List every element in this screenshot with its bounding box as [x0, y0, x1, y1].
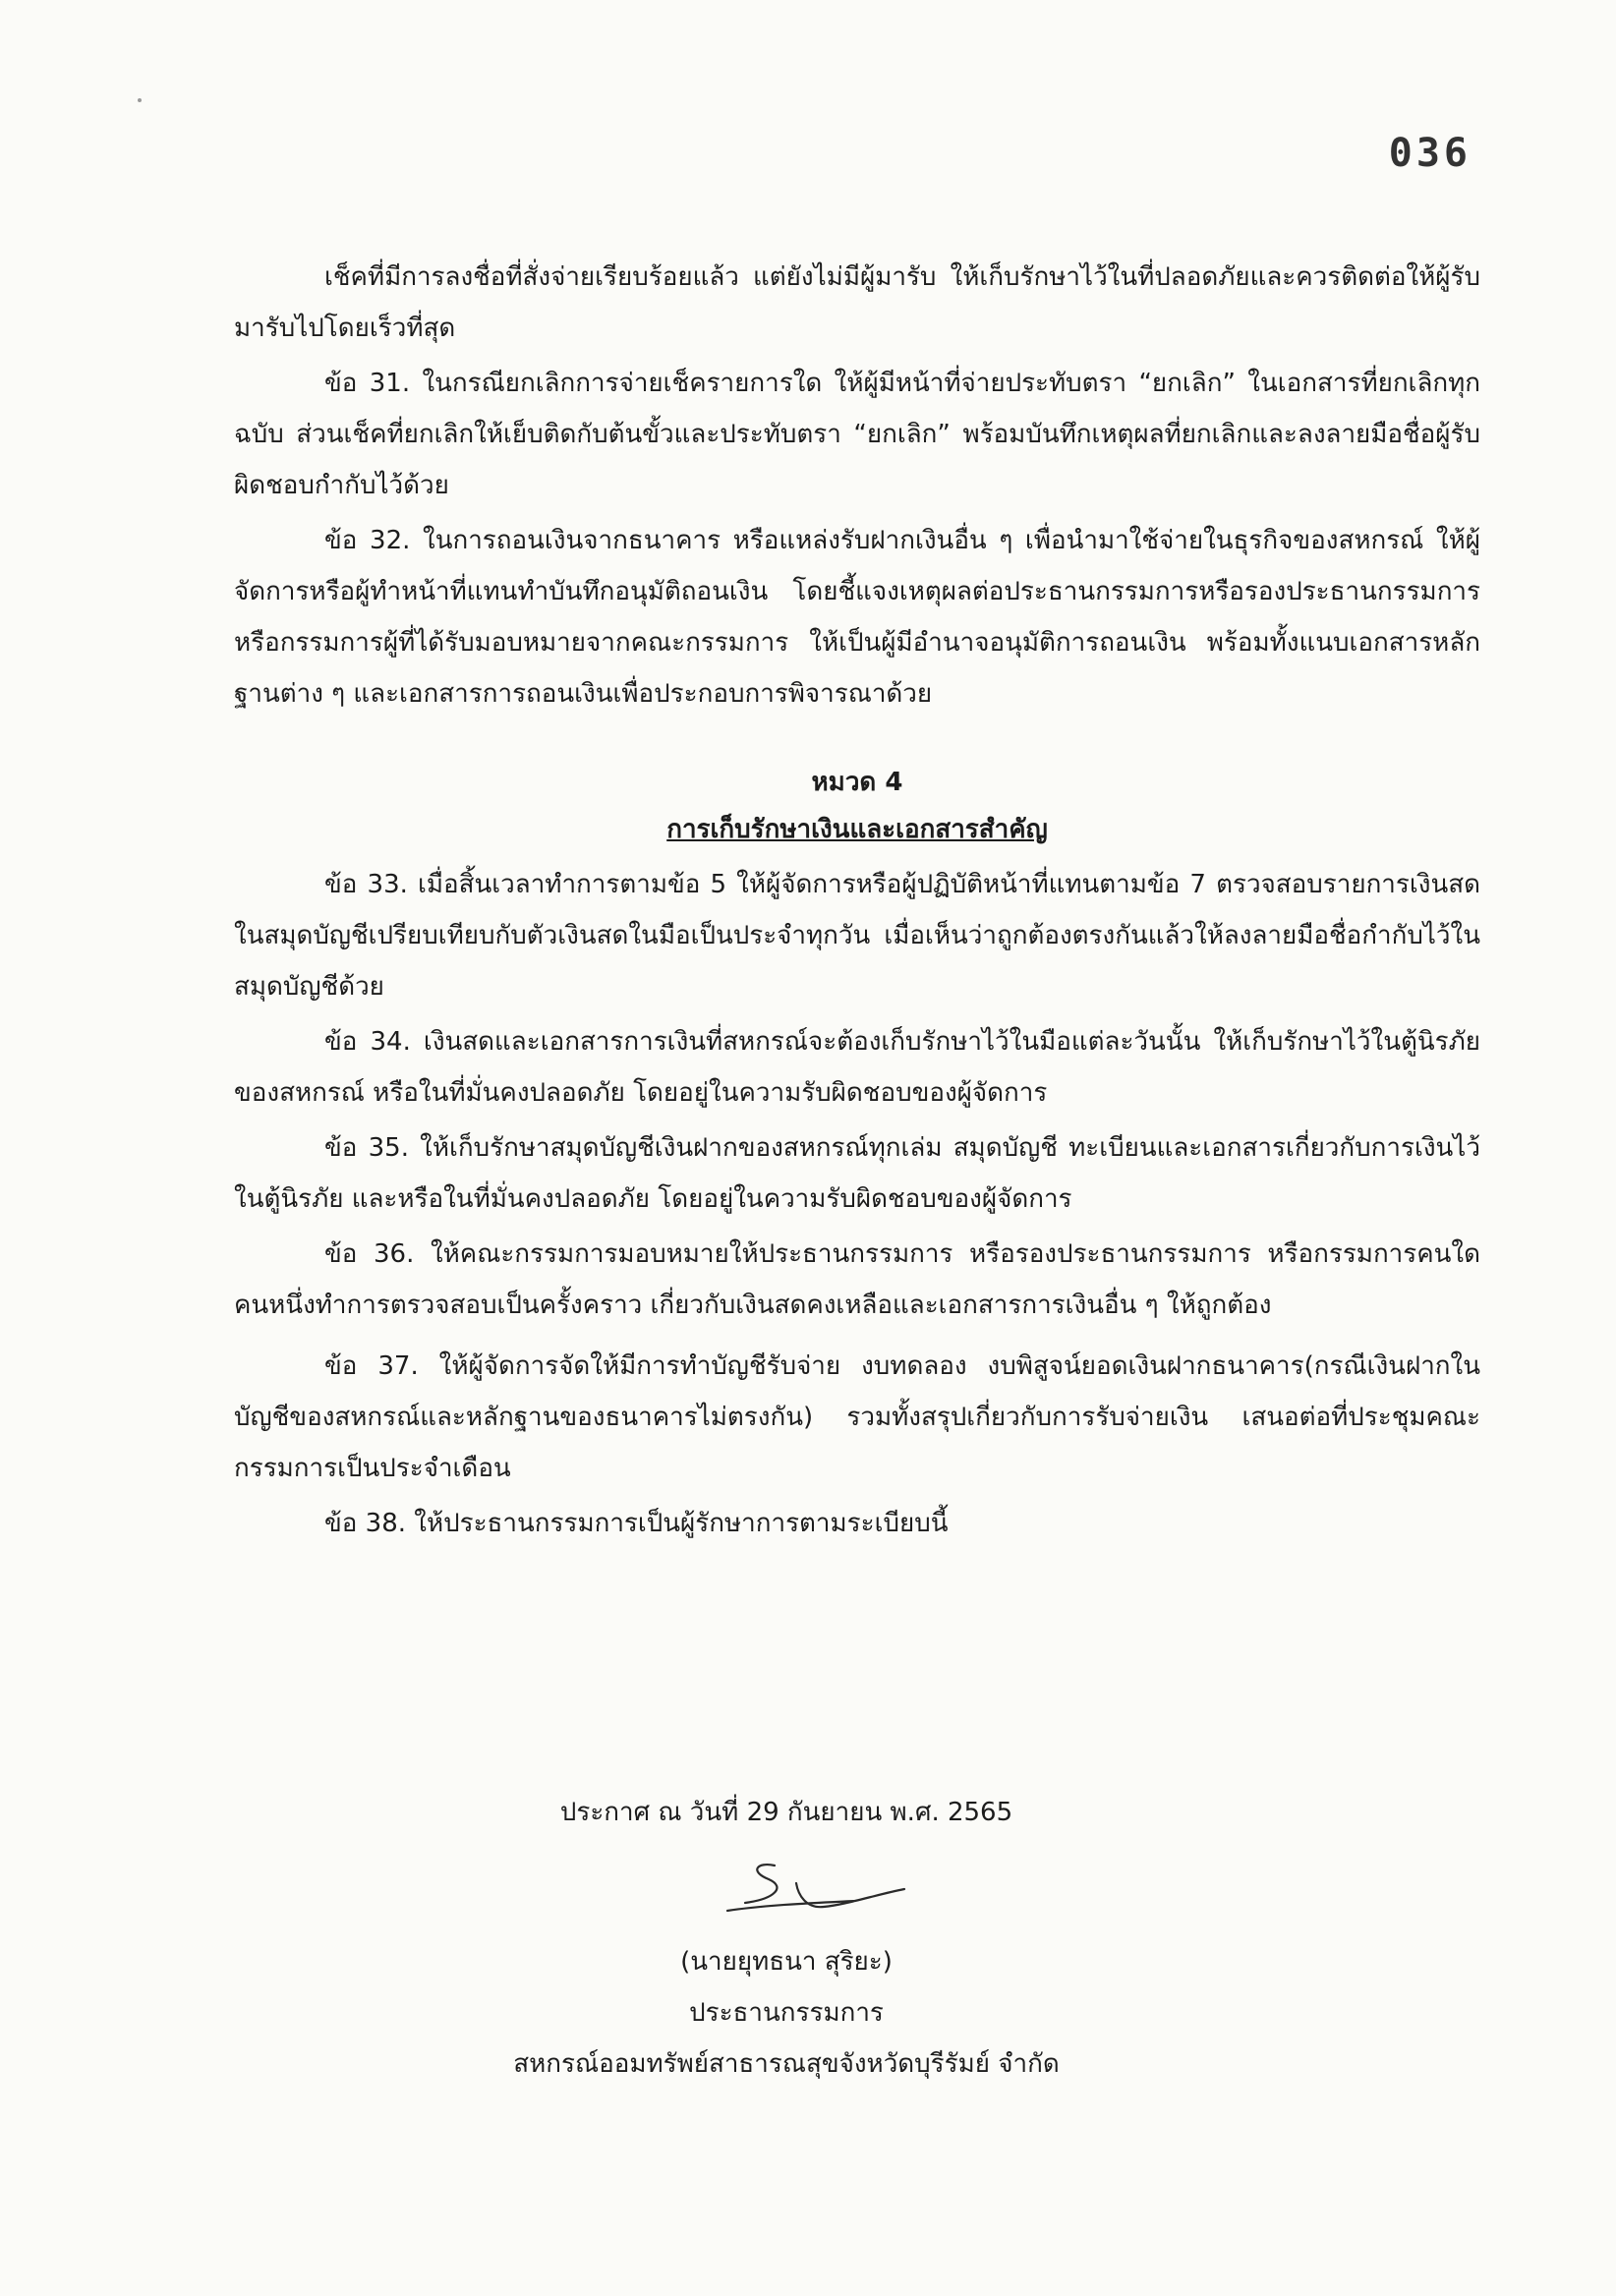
paragraph-clause-37: ข้อ 37. ให้ผู้จัดการจัดให้มีการทำบัญชีรับจ่าย งบทดลอง งบพิสูจน์ยอดเงินฝากธนาคาร(กรณีเงินฝากในบัญชีของสหกรณ์และหลักฐานของธนาคารไม่ตรงกัน) รวมทั้งสรุปเกี่ยวกับการรับจ่ายเงิน เสนอต่อที่ประชุมคณะกรรมการเป็นประจำเดือน	[234, 1351, 1480, 1483]
paragraph-clause-38: ข้อ 38. ให้ประธานกรรมการเป็นผู้รักษาการตามระเบียบนี้	[324, 1509, 949, 1538]
section-heading: หมวด 4	[811, 768, 903, 797]
scan-speck	[138, 98, 142, 102]
paragraph-clause-31: ข้อ 31. ในกรณียกเลิกการจ่ายเช็ครายการใด ให้ผู้มีหน้าที่จ่ายประทับตรา “ยกเลิก” ในเอกสารที่ยกเลิกทุกฉบับ ส่วนเช็คที่ยกเลิกให้เย็บติดกับต้นขั้วและประทับตรา “ยกเลิก” พร้อมบันทึกเหตุผลที่ยกเลิกและลงลายมือชื่อผู้รับผิดชอบกำกับไว้ด้วย	[234, 369, 1480, 500]
paragraph-clause-32: ข้อ 32. ในการถอนเงินจากธนาคาร หรือแหล่งรับฝากเงินอื่น ๆ เพื่อนำมาใช้จ่ายในธุรกิจของสหกรณ์ ให้ผู้จัดการหรือผู้ทำหน้าที่แทนทำบันทึกอนุมัติถอนเงิน โดยชี้แจงเหตุผลต่อประธานกรรมการหรือรองประธานกรรมการ หรือกรรมการผู้ที่ได้รับมอบหมายจากคณะกรรมการ ให้เป็นผู้มีอำนาจอนุมัติการถอนเงิน พร้อมทั้งแนบเอกสารหลักฐานต่าง ๆ และเอกสารการถอนเงินเพื่อประกอบการพิจารณาด้วย	[234, 526, 1480, 709]
paragraph-clause-35: ข้อ 35. ให้เก็บรักษาสมุดบัญชีเงินฝากของสหกรณ์ทุกเล่ม สมุดบัญชี ทะเบียนและเอกสารเกี่ยวกับการเงินไว้ในตู้นิรภัย และหรือในที่มั่นคงปลอดภัย โดยอยู่ในความรับผิดชอบของผู้จัดการ	[234, 1133, 1480, 1214]
document-body	[234, 252, 1480, 1553]
signer-position: ประธานกรรมการ	[689, 1998, 884, 2028]
signer-organization: สหกรณ์ออมทรัพย์สาธารณสุขจังหวัดบุรีรัมย์ จำกัด	[513, 2049, 1060, 2079]
paragraph-clause-33: ข้อ 33. เมื่อสิ้นเวลาทำการตามข้อ 5 ให้ผู้จัดการหรือผู้ปฏิบัติหน้าที่แทนตามข้อ 7 ตรวจสอบรายการเงินสดในสมุดบัญชีเปรียบเทียบกับตัวเงินสดในมือเป็นประจำทุกวัน เมื่อเห็นว่าถูกต้องตรงกันแล้วให้ลงลายมือชื่อกำกับไว้ในสมุดบัญชีด้วย	[234, 870, 1480, 1002]
page-number: 036	[1388, 131, 1472, 176]
section-title: การเก็บรักษาเงินและเอกสารสำคัญ	[666, 815, 1048, 844]
announcement-date: ประกาศ ณ วันที่ 29 กันยายน พ.ศ. 2565	[559, 1798, 1013, 1827]
paragraph-clause-36: ข้อ 36. ให้คณะกรรมการมอบหมายให้ประธานกรรมการ หรือรองประธานกรรมการ หรือกรรมการคนใดคนหนึ่งทำการตรวจสอบเป็นครั้งคราว เกี่ยวกับเงินสดคงเหลือและเอกสารการเงินอื่น ๆ ให้ถูกต้อง	[234, 1239, 1480, 1320]
signer-name: (นายยุทธนา สุริยะ)	[680, 1947, 893, 1977]
signature-block	[295, 1787, 1278, 2090]
paragraph-continuation: เช็คที่มีการลงชื่อที่สั่งจ่ายเรียบร้อยแล้ว แต่ยังไม่มีผู้มารับ ให้เก็บรักษาไว้ในที่ปลอดภัยและควรติดต่อให้ผู้รับมารับไปโดยเร็วที่สุด	[234, 262, 1480, 343]
paragraph-clause-34: ข้อ 34. เงินสดและเอกสารการเงินที่สหกรณ์จะต้องเก็บรักษาไว้ในมือแต่ละวันนั้น ให้เก็บรักษาไว้ในตู้นิรภัยของสหกรณ์ หรือในที่มั่นคงปลอดภัย โดยอยู่ในความรับผิดชอบของผู้จัดการ	[234, 1027, 1480, 1108]
handwritten-signature	[659, 1858, 914, 1934]
